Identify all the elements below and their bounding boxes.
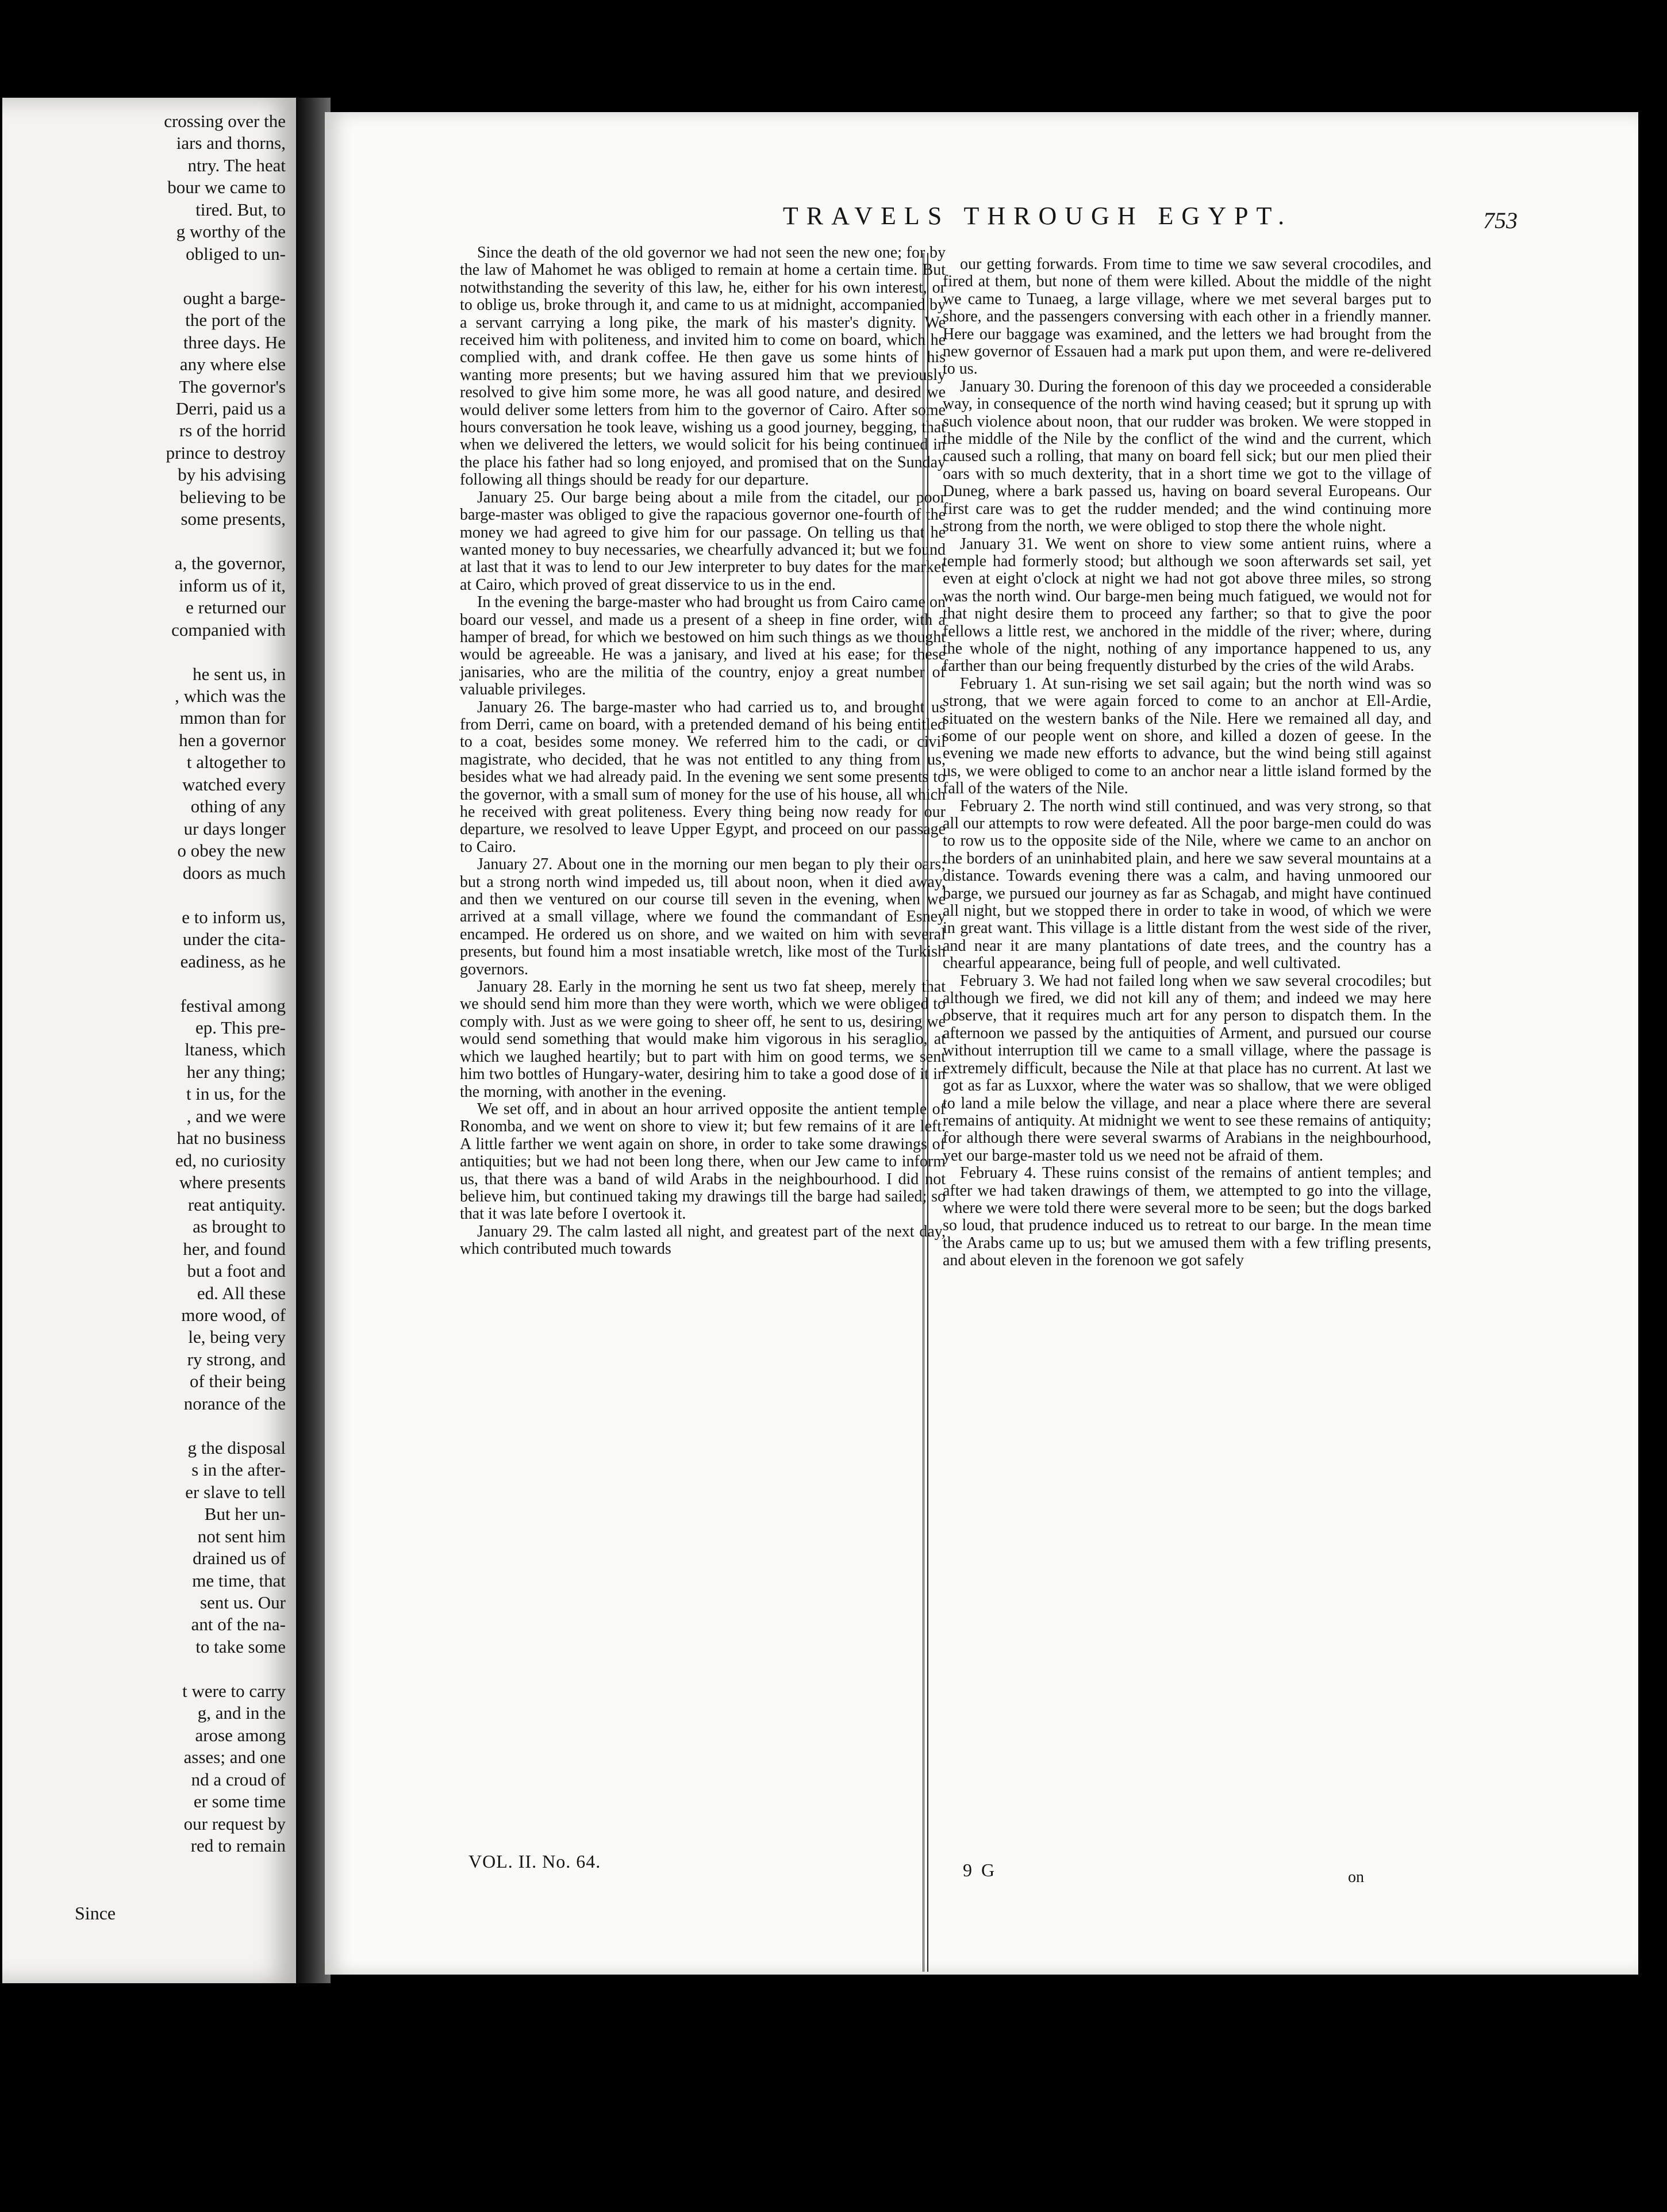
paragraph: our getting forwards. From time to time we saw several crocodiles, and fired at them, but none of them were killed. About the middle of the night we came to Tunaeg, a large village, where we met several barges put to shore, and the passengers conversing with each other in a friendly manner. Here our baggage was examined, and the letters we had brought from the new governor of Essauen had a mark put upon them, and were re-delivered to us. (943, 255, 1431, 378)
paragraph: January 31. We went on shore to view some antient ruins, where a temple had formerly stood; but although we soon afterwards set sail, yet even at eight o'clock at night we had not got above three miles, so strong was the north wind. Our barge-men being much fatigued, we would not for that night desire them to proceed any farther; so that to give the poor fellows a little rest, we anchored in the middle of the river; where, during the whole of the night, nothing of any importance happened to us, any farther than our being frequently disturbed by the cries of the wild Arabs. (943, 535, 1431, 675)
left-page-line: er slave to tell (185, 1481, 286, 1502)
paragraph: January 28. Early in the morning he sent us two fat sheep, merely that we should send him more than they were worth, which we were obliged to comply with. Just as we were going to sheer off, he sent to us, desiring we would send something that would make him vigorous in his seraglio, at which we laughed heartily; but to part with him on good terms, we sent him two bottles of Hungary-water, desiring him to take a good dose of it in the morning, with another in the evening. (460, 978, 946, 1101)
left-page-line: where presents (179, 1172, 286, 1193)
left-page-line: obliged to un- (186, 243, 286, 264)
paragraph: We set off, and in about an hour arrived opposite the antient temple of Ronomba, and we went on shore to view it; but few remains of it are left. A little farther we went again on shore, in order to take some drawings of antiquities; but we had not been long there, when our Jew came to inform us, that there was a band of wild Arabs in the neighbourhood. I did not believe him, but continued taking my drawings till the barge had sailed; so that it was late before I overtook it. (460, 1100, 946, 1223)
left-page-line: tired. But, to (195, 199, 286, 220)
left-page-line: festival among (180, 995, 286, 1016)
paragraph: January 29. The calm lasted all night, and greatest part of the next day, which contributed much towards (460, 1222, 946, 1258)
left-page-line: , which was the (175, 686, 286, 706)
left-page-line: as brought to (193, 1216, 286, 1237)
left-page-line: bour we came to (167, 177, 286, 198)
left-page-line: ltaness, which (185, 1039, 286, 1060)
left-page-line: not sent him (197, 1526, 286, 1546)
left-page-line: e to inform us, (182, 907, 286, 927)
left-page-line: t in us, for the (186, 1084, 286, 1104)
paragraph: In the evening the barge-master who had brought us from Cairo came on board our vessel, and made us a present of a sheep in fine order, with a hamper of bread, for which we bestowed on him such things as we thought would be agreeable. He was a janisary, and lived at his ease; for these janisaries, who are the militia of the country, enjoy a great number of valuable privileges. (460, 593, 946, 699)
left-page-line: he sent us, in (193, 663, 286, 684)
left-page-line: norance of the (183, 1393, 286, 1414)
left-page-line: by his advising (178, 464, 286, 485)
left-page-line: er some time (193, 1791, 286, 1812)
paragraph: January 25. Our barge being about a mile from the citadel, our poor barge-master was obliged to give the rapacious governor one-fourth of the money we had agreed to give him for our passage. On telling us that he wanted money to buy necessaries, we chearfully advanced it; but we found at last that it was to lend to our Jew interpreter to buy dates for the market at Cairo, which proved of great disservice to us in the end. (460, 488, 946, 594)
left-page-line: to take some (195, 1636, 286, 1657)
left-page-line: le, being very (188, 1327, 286, 1347)
left-page-line: more wood, of (181, 1304, 286, 1325)
volume-number: VOL. II. No. 64. (468, 1851, 601, 1872)
left-page-line: t altogether to (186, 752, 286, 773)
left-page (0, 98, 296, 1983)
text-column-left (460, 244, 946, 1258)
left-page-line: Derri, paid us a (175, 398, 286, 418)
paragraph: January 26. The barge-master who had carried us to, and brought us from Derri, came on board, with a pretended demand of his being entitled to a coat, besides some money. We referred him to the cadi, or civil magistrate, who decided, that he was not entitled to any thing from us, besides what we had already paid. In the evening we sent some presents to the governor, with a small sum of money for the use of his house, all which he received with great politeness. Every thing being now ready for our departure, we resolved to leave Upper Egypt, and proceed on our passage to Cairo. (460, 698, 946, 856)
left-page-line: crossing over the (164, 111, 286, 131)
running-head: TRAVELS THROUGH EGYPT. (782, 202, 1293, 230)
left-page-line: ed. All these (197, 1282, 286, 1303)
left-page-line: t were to carry (182, 1680, 286, 1701)
left-page-line: inform us of it, (179, 575, 286, 596)
left-page-line: rs of the horrid (179, 420, 286, 441)
left-page-line: But her un- (204, 1504, 286, 1524)
left-page-line: asses; and one (183, 1747, 286, 1768)
paragraph: Since the death of the old governor we had not seen the new one; for by the law of Mahomet he was obliged to remain at home a certain time. But notwithstanding the severity of this law, he, either for his own interest, or to oblige us, broke through it, and came to us at midnight, accompanied by a servant carrying a long pike, the mark of his master's dignity. We received him with politeness, and invited him to come on board, which he complied with, and drank coffee. He then gave us some hints of his wanting more presents; but we having assured him that we previously resolved to give him some more, he was all good nature, and desired we would deliver some letters from him to the governor of Cairo. After some hours conversation he took leave, wishing us a good journey, begging, that when we delivered the letters, we would solicit for his being continued in the place his father had so long enjoyed, and promised that on the Sunday following all things should be ready for our departure. (460, 244, 946, 489)
left-page-line: but a foot and (187, 1261, 286, 1281)
left-page-line: g the disposal (187, 1437, 286, 1458)
signature-mark: 9 G (963, 1860, 997, 1880)
left-page-line: her any thing; (186, 1061, 286, 1082)
left-page-line: companied with (171, 619, 286, 640)
left-page-line: our request by (183, 1813, 286, 1834)
paragraph: February 1. At sun-rising we set sail again; but the north wind was so strong, that we were again forced to come to an anchor at Ell-Ardie, situated on the western banks of the Nile. Here we remained all day, and some of our people went on shore, and killed a dozen of geese. In the evening we made new efforts to advance, but the wind being still against us, we were obliged to come to an anchor near a little island formed by the fall of the waters of the Nile. (943, 674, 1431, 798)
page-number: 753 (1483, 208, 1518, 233)
left-page-line: s in the after- (191, 1460, 286, 1480)
left-page-line: iars and thorns, (176, 133, 286, 153)
left-page-line: g, and in the (197, 1703, 286, 1723)
text-column-right (943, 256, 1431, 1270)
paragraph: January 27. About one in the morning our men began to ply their oars; but a strong north wind impeded us, till about noon, when it died away, and then we ventured on our course till seven in the evening, when we arrived at a small village, where we found the commandant of Esney encamped. He ordered us on shore, and we waited on him with several presents, but found him a most insatiable wretch, like most of the Turkish governors. (460, 855, 946, 978)
left-page-line: The governor's (179, 376, 286, 397)
left-page-line: hen a governor (179, 729, 286, 750)
left-page-line: ur days longer (183, 818, 286, 839)
left-page-line: eadiness, as he (180, 951, 286, 971)
paragraph: January 30. During the forenoon of this day we proceeded a considerable way, in consequence of the north wind having ceased; but it sprung up with such violence about noon, that our rudder was broken. We were stopped in the middle of the Nile by the conflict of the wind and the current, which caused such a rolling, that many on board fell sick; but our men plied their oars with so much dexterity, that in a short time we got to the village of Duneg, where a bark passed us, having on board several Europeans. Our first care was to get the rudder mended; and the wind continuing more strong from the north, we were obliged to stop there the whole night. (943, 377, 1431, 536)
left-page-line: reat antiquity. (187, 1194, 286, 1215)
catchword-right: on (1348, 1868, 1364, 1886)
left-page-line: , and we were (186, 1105, 286, 1126)
left-page-line: red to remain (190, 1835, 286, 1856)
column-rule (923, 253, 928, 1972)
left-page-line: othing of any (190, 796, 286, 817)
catchword-left: Since (75, 1903, 116, 1923)
paragraph: February 3. We had not failed long when we saw several crocodiles; but although we fired, we did not kill any of them; and indeed we may here observe, that it requires much art for any person to dispatch them. In the afternoon we passed by the antiquities of Arment, and pursued our course without interruption till we came to a small village, where the passage is extremely difficult, because the Nile at that place has no current. At last we got as far as Luxxor, where the water was so shallow, that we were obliged to land a mile below the village, and near a place where there are several remains of antiquity. At midnight we went to see these remains of antiquity; for although there were several swarms of Arabians in the neighbourhood, yet our barge-master told us we need not be afraid of them. (943, 971, 1431, 1165)
paragraph: February 2. The north wind still continued, and was very strong, so that all our attempts to row were defeated. All the poor barge-men could do was to row us to the opposite side of the Nile, where we came to an anchor on the borders of an uninhabited plain, and here we saw several mountains at a distance. Towards evening there was a calm, and having unmoored our barge, we pursued our journey as far as Schagab, and might have continued all night, but we stopped there in order to take in wood, of which we were in great want. This village is a little distant from the west side of the river, and near it are many plantations of date trees, and the country has a chearful appearance, being full of people, and well cultivated. (943, 797, 1431, 973)
left-page-line: g worthy of the (176, 221, 286, 242)
left-page-line: prince to destroy (166, 442, 286, 463)
left-page-line: the port of the (185, 310, 286, 331)
left-page-line: three days. He (183, 332, 286, 352)
left-page-line: of their being (189, 1371, 286, 1392)
left-page-line: e returned our (186, 597, 286, 618)
left-page-line: under the cita- (182, 929, 286, 950)
left-page-line: doors as much (182, 862, 286, 883)
left-page-line: o obey the new (177, 840, 286, 861)
left-page-line: drained us of (193, 1548, 286, 1569)
left-page-line: ought a barge- (183, 287, 286, 308)
left-page-line: ntry. The heat (187, 155, 286, 175)
left-page-line: watched every (182, 774, 286, 794)
left-page-line: me time, that (192, 1570, 286, 1591)
left-page-line: nd a croud of (191, 1769, 286, 1789)
left-page-line: sent us. Our (200, 1592, 286, 1612)
left-page-line: any where else (179, 354, 286, 375)
left-page-line: ed, no curiosity (175, 1150, 286, 1170)
left-page-line: ep. This pre- (195, 1017, 286, 1038)
left-page-line: believing to be (179, 486, 286, 507)
left-page-line: ant of the na- (191, 1614, 286, 1635)
left-page-line: hat no business (176, 1128, 286, 1149)
left-page-line: her, and found (183, 1238, 286, 1259)
left-page-line: arose among (195, 1725, 286, 1745)
left-page-line: mmon than for (179, 708, 286, 728)
left-page-line: some presents, (180, 509, 286, 529)
paragraph: February 4. These ruins consist of the remains of antient temples; and after we had taken drawings of them, we attempted to go into the village, where we were told there were several more to be seen; but the dogs barked so loud, that prudence induced us to retreat to our barge. In the mean time the Arabs came up to us; but we amused them with a few trifling presents, and about eleven in the forenoon we got safely (943, 1164, 1431, 1270)
right-page (325, 112, 1638, 1975)
left-page-line: ry strong, and (187, 1349, 286, 1369)
left-page-line: a, the governor, (174, 553, 286, 574)
